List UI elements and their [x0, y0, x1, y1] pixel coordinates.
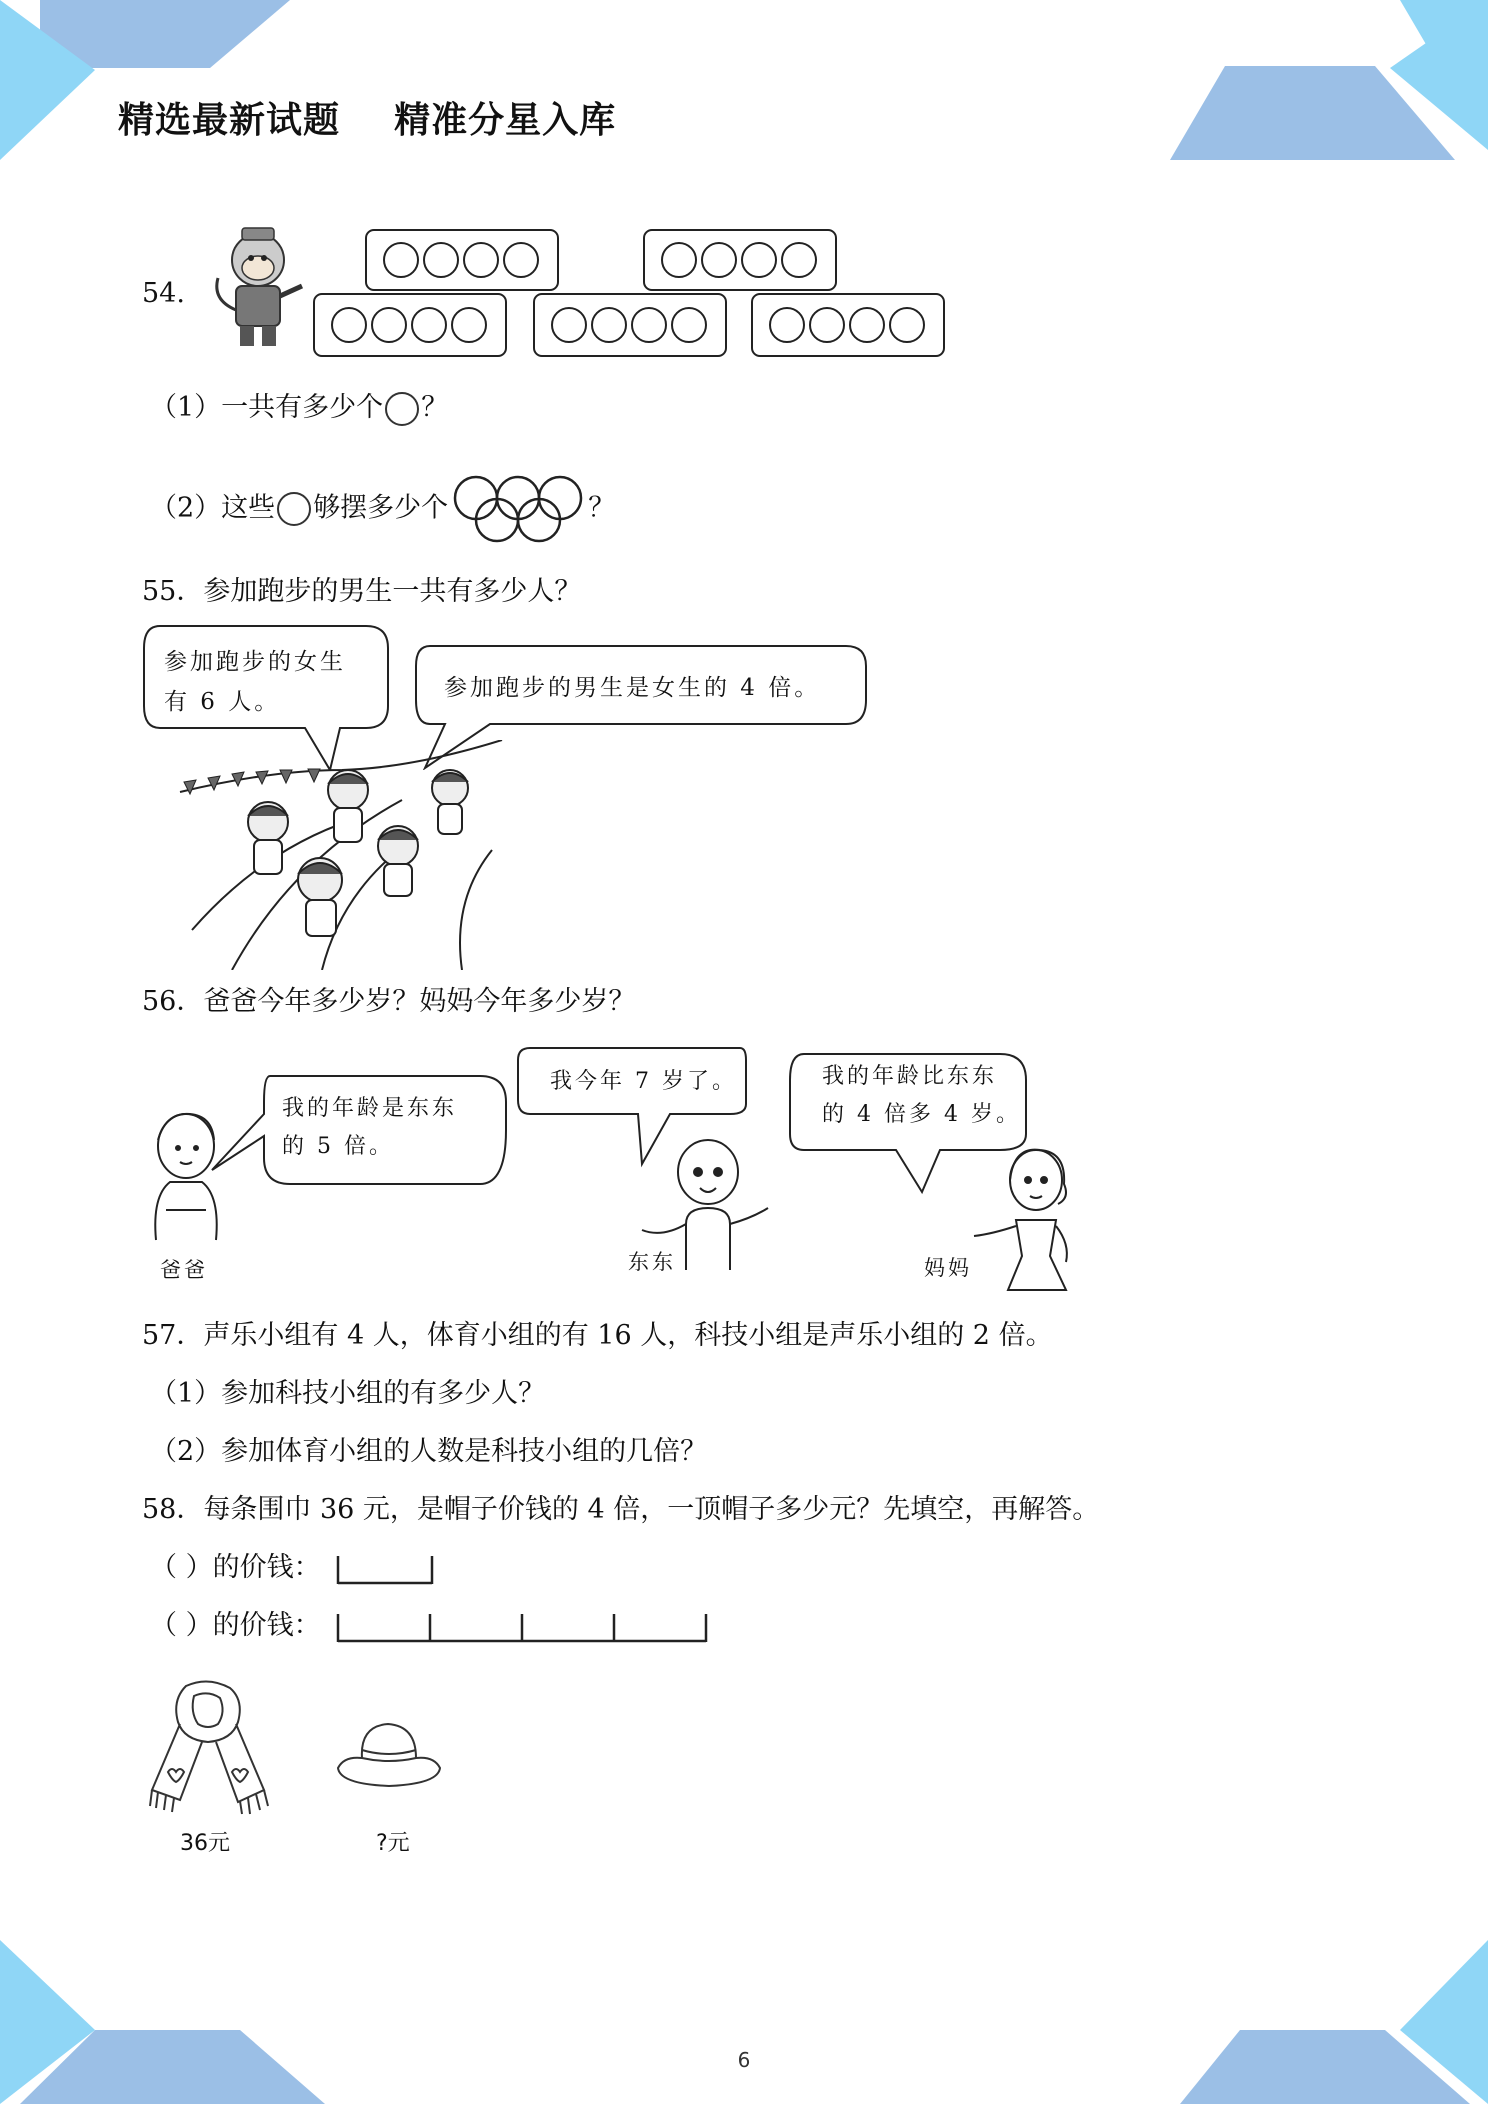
q56-question: 56．爸爸今年多少岁？妈妈今年多少岁？ — [142, 986, 636, 1017]
q58-row2-label: （ ）的价钱： — [150, 1610, 321, 1641]
dad-illustration — [146, 1110, 222, 1244]
scarf-illustration — [146, 1680, 272, 1816]
scarf-price-label: 36元 — [180, 1831, 230, 1856]
label-dongdong: 东东 — [628, 1250, 676, 1274]
hat-price-label: ?元 — [376, 1831, 410, 1856]
q54-part2-suffix: ？ — [588, 492, 616, 524]
q55-bubble-girls: 参加跑步的女生 有 6 人。 — [164, 649, 346, 715]
q56-bubble-mom: 我的年龄比东东 的 4 倍多 4 岁。 — [822, 1064, 1021, 1127]
q57-question: 57．声乐小组有 4 人，体育小组的有 16 人，科技小组是声乐小组的 2 倍。 — [142, 1320, 1053, 1351]
hat-illustration — [334, 1718, 444, 1792]
running-kids-illustration — [172, 740, 532, 970]
label-mom: 妈妈 — [924, 1256, 972, 1280]
q58-question: 58．每条围巾 36 元，是帽子价钱的 4 倍，一顶帽子多少元？先填空，再解答。 — [142, 1494, 1100, 1525]
q54-part1-prefix: （1）一共有多少个 — [150, 392, 384, 423]
q57-part1: （1）参加科技小组的有多少人？ — [150, 1378, 546, 1409]
mom-illustration — [970, 1144, 1080, 1292]
circle-icon — [385, 392, 419, 426]
q54-part1-suffix: ？ — [421, 392, 449, 423]
circle-boxes-figure — [310, 226, 950, 360]
scarf-price-segments — [336, 1612, 708, 1644]
q55-question: 55．参加跑步的男生一共有多少人？ — [142, 576, 582, 607]
q54-part2-prefix: （2）这些 — [150, 492, 276, 524]
q55-bubble-boys: 参加跑步的男生是女生的 4 倍。 — [444, 675, 821, 701]
hat-price-segment — [336, 1554, 436, 1586]
monkey-illustration — [206, 220, 308, 352]
bottom-left-decoration — [0, 1930, 330, 2104]
q54-part1 — [150, 390, 448, 426]
q56-bubble-dad: 我的年龄是东东 的 5 倍。 — [282, 1096, 458, 1159]
olympic-rings-icon — [448, 474, 588, 544]
label-dad: 爸爸 — [160, 1258, 208, 1282]
q54-part2 — [150, 474, 615, 544]
q54-number: 54. — [142, 278, 185, 309]
page-header-title: 精选最新试题 精准分星入库 — [118, 100, 617, 141]
q56-bubble-dongdong: 我今年 7 岁了。 — [550, 1069, 737, 1094]
top-right-decoration — [1170, 0, 1488, 160]
q58-row1-label: （ ）的价钱： — [150, 1552, 321, 1583]
page-number: 6 — [737, 2048, 751, 2072]
circle-icon — [277, 492, 311, 526]
q54-part2-middle: 够摆多少个 — [313, 492, 449, 524]
q57-part2: （2）参加体育小组的人数是科技小组的几倍？ — [150, 1436, 708, 1467]
bottom-right-decoration — [1180, 1930, 1488, 2104]
